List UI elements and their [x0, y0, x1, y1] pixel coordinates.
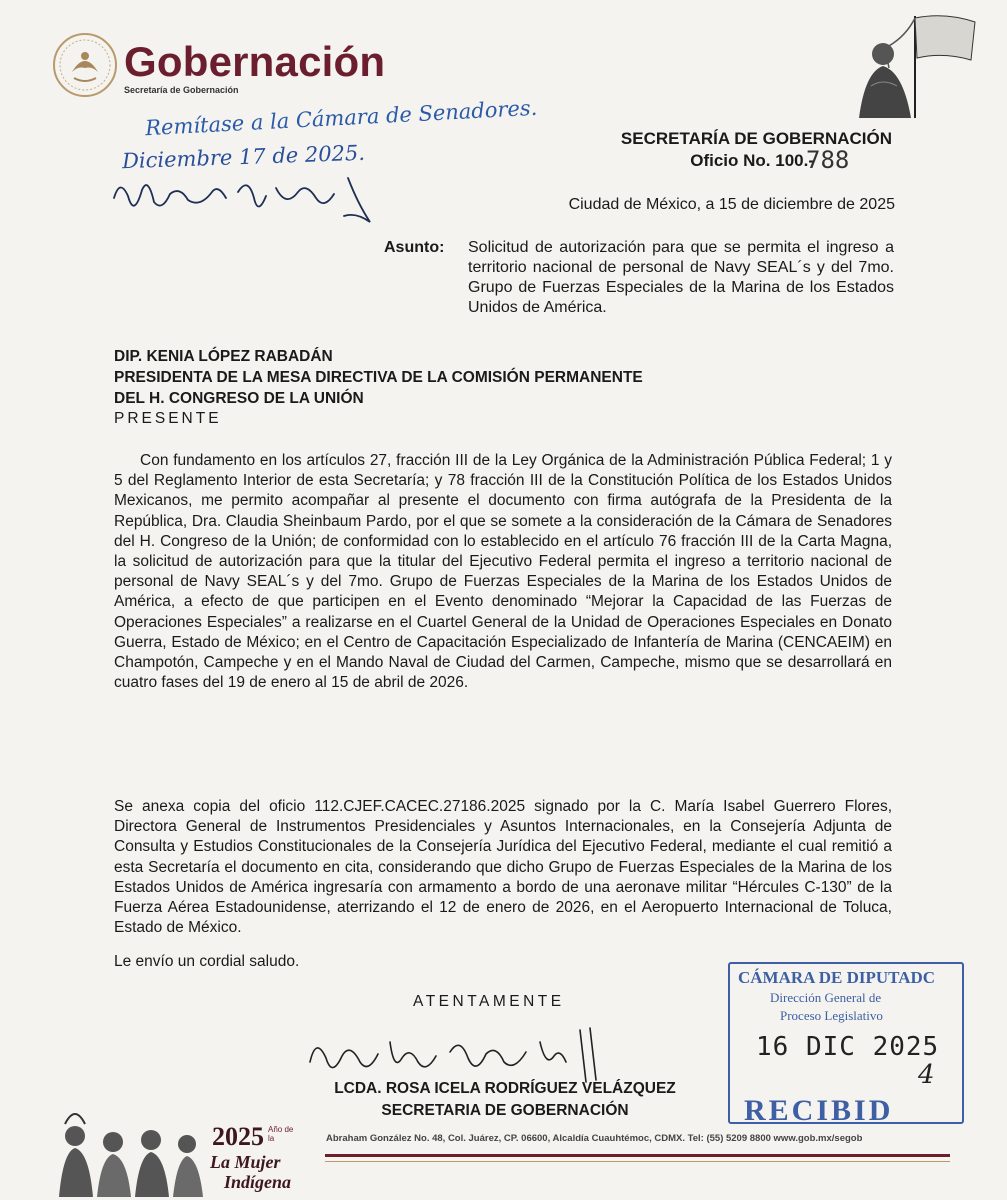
stamp-date: 16 DIC 2025 — [756, 1032, 940, 1062]
stamp-title: CÁMARA DE DIPUTADC — [738, 968, 936, 987]
stamp-handwritten-mark: 4 — [918, 1060, 935, 1090]
flag-heroine-illustration-icon — [845, 8, 985, 120]
office-name: SECRETARÍA DE GOBERNACIÓN — [620, 129, 892, 148]
received-stamp — [728, 962, 966, 1132]
brand-name: Gobernación — [124, 38, 386, 85]
closing-atentamente: ATENTAMENTE — [413, 993, 565, 1010]
stamp-subtitle-2: Proceso Legislativo — [780, 1008, 883, 1023]
recipient-name: DIP. KENIA LÓPEZ RABADÁN — [114, 348, 333, 365]
footer-divider-accent — [325, 1161, 950, 1162]
reference-block — [621, 128, 892, 172]
stamp-subtitle-1: Dirección General de — [770, 990, 882, 1005]
subject-block — [384, 238, 894, 318]
footer-year-line3: Indígena — [224, 1172, 292, 1192]
footer-year-line2: La Mujer — [210, 1152, 281, 1172]
subject-text: Solicitud de autorización para que se permita el ingreso a territorio nacional de personal de Navy SEAL´s y del 7mo. Grupo de Fuerzas Especiales de la Marina de los Estados Unidos de América. — [468, 239, 894, 316]
handwritten-signature-icon — [108, 168, 388, 238]
footer-year: 2025 — [212, 1122, 264, 1151]
signer-name: LCDA. ROSA ICELA RODRÍGUEZ VELÁZQUEZ — [334, 1080, 676, 1097]
subject-label: Asunto: — [384, 239, 445, 256]
footer-address: Abraham González No. 48, Col. Juárez, CP. 06600, Alcaldía Cuauhtémoc, CDMX. Tel: (55) 5209 8800 www.gob.mx/segob — [326, 1133, 863, 1144]
indigenous-women-illustration-icon — [55, 1102, 205, 1197]
stamp-received-text: RECIBID — [744, 1094, 894, 1127]
body-paragraph-1: Con fundamento en los artículos 27, fracción III de la Ley Orgánica de la Administración Pública Federal; 1 y 5 del Reglamento Interior de esta Secretaría; y 78 fracción III de la Constitución Política de los Estados Unidos Mexicanos, me permito acompañar al presente el documento con firma autógrafa de la Presidenta de la República, Dra. Claudia Sheinbaum Pardo, por el que se somete a la consideración de la Cámara de Senadores del H. Congreso de la Unión; de conformidad con lo establecido en el artículo 76 fracción III de la Carta Magna, la solicitud de autorización para que la titular del Ejecutivo Federal permita el ingreso a territorio nacional de personal de Navy SEAL´s y del 7mo. Grupo de Fuerzas Especiales de la Marina de los Estados Unidos de América, a efecto de que participen en el Evento denominado “Mejorar la Capacidad de las Fuerzas de Operaciones Especiales” a realizarse en el Cuartel General de la Unidad de Operaciones Especiales en Donato Guerra, Estado de México; en el Centro de Capacitación Especializado de Infantería de Marina (CENCAEIM) en Champotón, Campeche y en el Mando Naval de Ciudad del Carmen, Campeche, mismo que se desarrollará en cuatro fases del 19 de enero al 15 de abril de 2026. — [114, 452, 892, 692]
brand-subtitle: Secretaría de Gobernación — [124, 85, 239, 95]
body-paragraph-2: Se anexa copia del oficio 112.CJEF.CACEC.27186.2025 signado por la C. María Isabel Guerrero Flores, Directora General de Instrumentos Presidenciales y Asuntos Internacionales, en la Consejería Adjunta de Consulta y Estudios Constitucionales de la Consejería Jurídica del Ejecutivo Federal, mediante el cual remitió a esta Secretaría el documento en cita, considerando que dicho Grupo de Fuerzas Especiales de la Marina de los Estados Unidos de América ingresaría con armamento a bordo de una aeronave militar “Hércules C-130” de la Fuerza Aérea Estadounidense, aterrizando el 12 de enero de 2026, en el Aeropuerto Internacional de Toluca, Estado de México. — [114, 798, 892, 937]
signer-title: SECRETARIA DE GOBERNACIÓN — [381, 1102, 629, 1119]
recipient-block — [114, 346, 643, 409]
stamp-frame — [728, 962, 964, 1127]
handwritten-note-line1: Remítase a la Cámara de Senadores. — [144, 95, 538, 141]
footer-year-caption: Año de la — [268, 1125, 294, 1143]
handwritten-note-line2: Diciembre 17 de 2025. — [121, 140, 366, 174]
national-seal-icon — [52, 32, 118, 98]
presente-label: PRESENTE — [114, 410, 222, 427]
recipient-title: PRESIDENTA DE LA MESA DIRECTIVA DE LA COMISIÓN PERMANENTE — [114, 369, 643, 386]
oficio-number: 788 — [806, 146, 850, 174]
brand-block — [124, 40, 385, 95]
oficio-label: Oficio No. 100.- — [690, 151, 814, 170]
greeting: Le envío un cordial saludo. — [114, 953, 300, 970]
recipient-institution: DEL H. CONGRESO DE LA UNIÓN — [114, 390, 364, 407]
place-and-date: Ciudad de México, a 15 de diciembre de 2025 — [568, 196, 895, 213]
signer-block — [290, 1078, 720, 1122]
footer-divider — [325, 1154, 950, 1157]
